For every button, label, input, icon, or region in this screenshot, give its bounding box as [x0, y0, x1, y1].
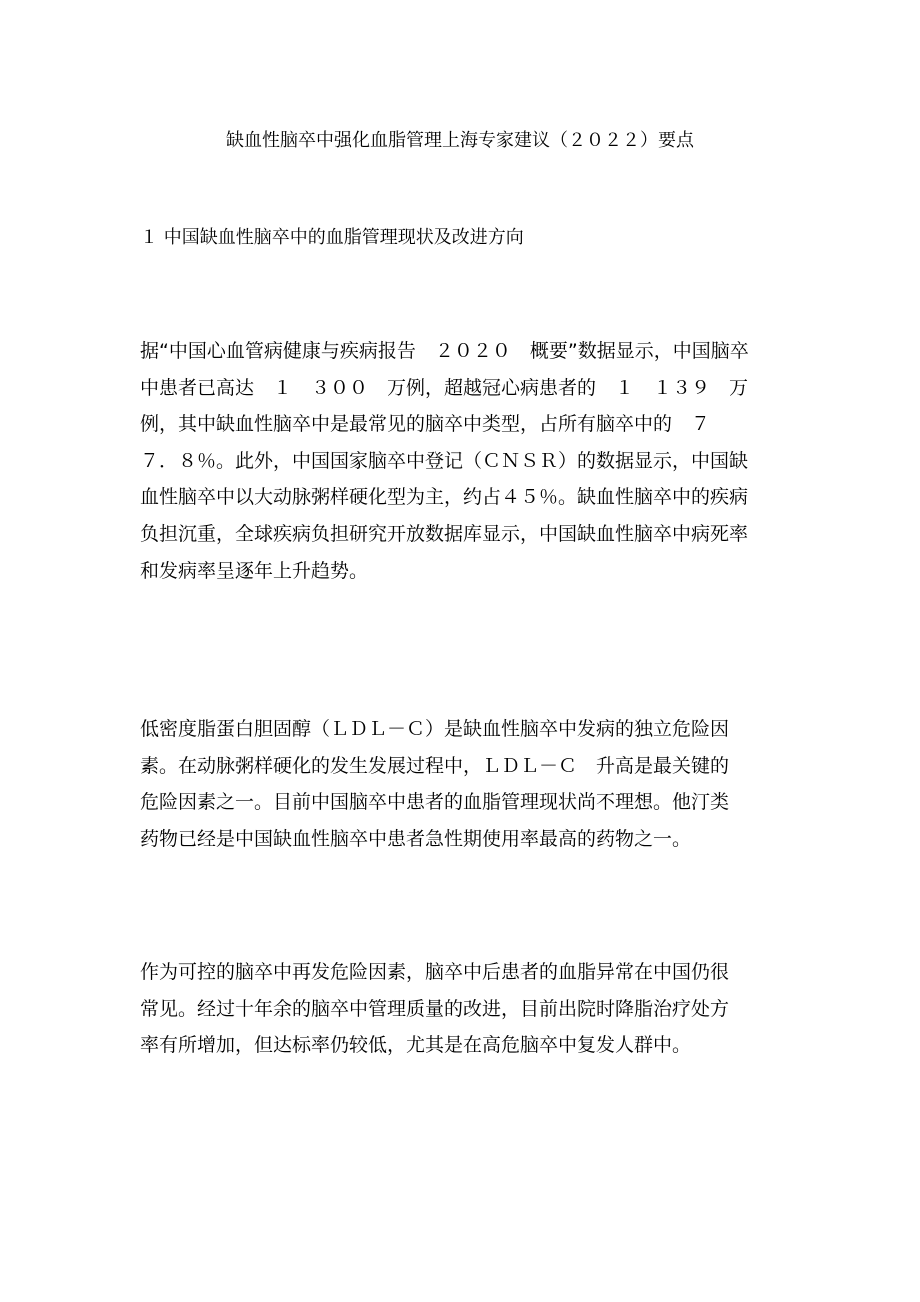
paragraph-dyslipidemia-management: [140, 954, 790, 1064]
paragraph-line: 危险因素之一。目前中国脑卒中患者的血脂管理现状尚不理想。他汀类: [140, 791, 730, 814]
paragraph-line: 药物已经是中国缺血性脑卒中患者急性期使用率最高的药物之一。: [140, 827, 692, 850]
paragraph-line: 素。在动脉粥样硬化的发生发展过程中，ＬＤＬ－Ｃ 升高是最关键的: [140, 754, 730, 777]
paragraph-ldl-risk: [140, 711, 790, 857]
paragraph-line: 中患者已高达 １ ３００ 万例，超越冠心病患者的 １ １３９ 万: [140, 376, 749, 399]
paragraph-line: 和发病率呈逐年上升趋势。: [140, 559, 369, 582]
paragraph-line: 据“中国心血管病健康与疾病报告 ２０２０ 概要”数据显示，中国脑卒: [140, 340, 749, 362]
paragraph-line: 例，其中缺血性脑卒中是最常见的脑卒中类型，占所有脑卒中的 ７: [140, 413, 711, 436]
paragraph-stroke-statistics: [140, 333, 790, 589]
paragraph-line: 负担沉重，全球疾病负担研究开放数据库显示，中国缺血性脑卒中病死率: [140, 522, 749, 545]
paragraph-line: 率有所增加，但达标率仍较低，尤其是在高危脑卒中复发人群中。: [140, 1034, 692, 1057]
section-heading: １ 中国缺血性脑卒中的血脂管理现状及改进方向: [140, 227, 524, 248]
paragraph-line: 血性脑卒中以大动脉粥样硬化型为主，约占４５％。缺血性脑卒中的疾病: [140, 486, 749, 509]
paragraph-line: 作为可控的脑卒中再发危险因素，脑卒中后患者的血脂异常在中国仍很: [140, 961, 730, 983]
paragraph-line: ７．８％。此外，中国国家脑卒中登记（ＣＮＳＲ）的数据显示，中国缺: [140, 449, 749, 472]
paragraph-line: 低密度脂蛋白胆固醇（ＬＤＬ－Ｃ）是缺血性脑卒中发病的独立危险因: [140, 718, 730, 740]
document-title: 缺血性脑卒中强化血脂管理上海专家建议（２０２２）要点: [226, 130, 694, 151]
paragraph-line: 常见。经过十年余的脑卒中管理质量的改进，目前出院时降脂治疗处方: [140, 997, 730, 1020]
